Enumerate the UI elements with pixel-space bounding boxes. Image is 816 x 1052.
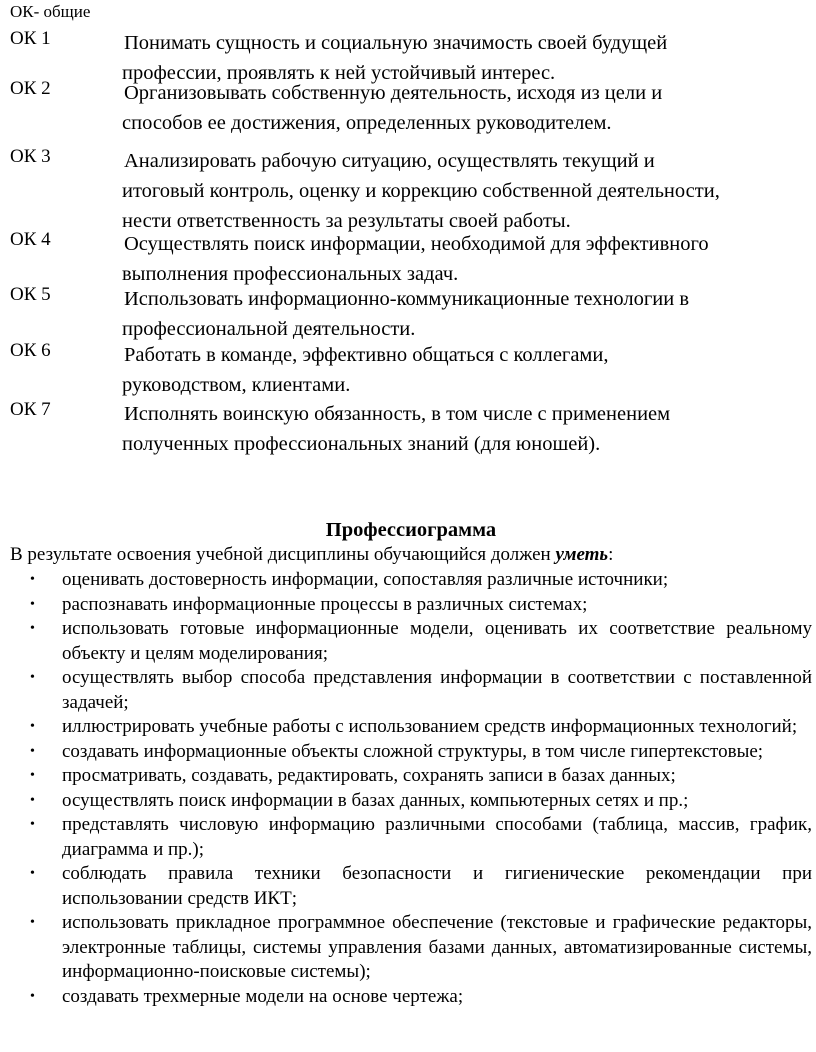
bullet-icon: • — [30, 817, 35, 832]
section-title: Профессиограмма — [325, 519, 497, 541]
ok-description — [122, 78, 812, 138]
ok-line: руководством, клиентами. — [122, 374, 351, 396]
ok-description — [122, 284, 812, 344]
ok-line: полученных профессиональных знаний (для юношей). — [122, 433, 601, 455]
ok-header: ОК- общие — [10, 2, 91, 21]
intro-colon: : — [608, 544, 614, 565]
ok-line: нести ответственность за результаты своей работы. — [122, 210, 571, 232]
list-item — [0, 764, 816, 789]
bullet-icon: • — [30, 988, 35, 1004]
bullet-icon: • — [30, 768, 35, 783]
ok-code: ОК 2 — [10, 78, 51, 99]
ok-code: ОК 5 — [10, 284, 51, 305]
bullet-icon: • — [30, 621, 35, 636]
bullet-icon: • — [30, 670, 35, 685]
list-item — [0, 666, 816, 715]
intro-text: В результате освоения учебной дисциплины обучающийся должен — [10, 544, 556, 565]
bullet-icon: • — [30, 743, 35, 759]
ok-code: ОК 3 — [10, 146, 51, 167]
ok-line: способов ее достижения, определенных руководителем. — [122, 112, 612, 134]
list-item — [0, 715, 816, 740]
bullet-icon: • — [30, 792, 35, 808]
list-item-text: соблюдать правила техники безопасности и гигиенические рекомендации при использовании средств ИКТ; — [62, 863, 812, 909]
intro-emphasis: уметь — [555, 544, 609, 565]
ok-line: Исполнять воинскую обязанность, в том числе с применением — [124, 403, 671, 425]
ok-line: Анализировать рабочую ситуацию, осуществлять текущий и — [124, 150, 655, 172]
list-item-text: создавать трехмерные модели на основе чертежа; — [62, 985, 464, 1007]
bullet-icon: • — [30, 915, 35, 930]
list-item-text: просматривать, создавать, редактировать, сохранять записи в базах данных; — [62, 765, 676, 786]
ok-description — [122, 340, 812, 400]
list-item-text: оценивать достоверность информации, сопоставляя различные источники; — [62, 569, 669, 590]
list-item-text: иллюстрировать учебные работы с использованием средств информационных технологий; — [62, 716, 798, 737]
list-item — [0, 740, 816, 765]
ok-line: профессиональной деятельности. — [122, 318, 416, 340]
intro-paragraph — [10, 543, 613, 567]
ok-line: Осуществлять поиск информации, необходимой для эффективного — [124, 233, 709, 255]
list-item — [0, 568, 816, 593]
ok-description — [122, 399, 812, 459]
list-item — [0, 985, 816, 1010]
bullet-icon: • — [30, 866, 35, 881]
list-item-text: осуществлять поиск информации в базах данных, компьютерных сетях и пр.; — [62, 789, 689, 811]
skills-list — [0, 568, 816, 1009]
list-item-text: представлять числовую информацию различными способами (таблица, массив, график, диаграмма и пр.); — [62, 814, 812, 860]
bullet-icon: • — [30, 596, 35, 612]
list-item — [0, 789, 816, 814]
list-item — [0, 862, 816, 911]
ok-description — [122, 146, 812, 236]
list-item-text: осуществлять выбор способа представления информации в соответствии с поставленной задачей; — [62, 667, 812, 713]
list-item — [0, 911, 816, 985]
ok-code: ОК 7 — [10, 399, 51, 420]
list-item-text: использовать прикладное программное обеспечение (текстовые и графические редакторы, электронные таблицы, системы управления базами данных, автоматизированные системы, информационно-поисковые системы); — [62, 912, 812, 982]
ok-line: Использовать информационно-коммуникационные технологии в — [124, 288, 690, 310]
ok-line: выполнения профессиональных задач. — [122, 263, 459, 285]
list-item — [0, 593, 816, 618]
ok-line: итоговый контроль, оценку и коррекцию собственной деятельности, — [122, 180, 720, 202]
ok-code: ОК 4 — [10, 229, 51, 250]
ok-line: Работать в команде, эффективно общаться с коллегами, — [124, 344, 609, 366]
list-item-text: распознавать информационные процессы в различных системах; — [62, 593, 588, 615]
list-item-text: создавать информационные объекты сложной структуры, в том числе гипертекстовые; — [62, 740, 764, 762]
ok-code: ОК 6 — [10, 340, 51, 361]
bullet-icon: • — [30, 719, 35, 734]
list-item — [0, 617, 816, 666]
bullet-icon: • — [30, 572, 35, 587]
ok-line: Организовывать собственную деятельность, исходя из цели и — [124, 82, 663, 104]
list-item-text: использовать готовые информационные модели, оценивать их соответствие реальному объекту и целям моделирования; — [62, 618, 812, 664]
ok-code: ОК 1 — [10, 28, 51, 49]
list-item — [0, 813, 816, 862]
ok-line: Понимать сущность и социальную значимость своей будущей — [124, 32, 668, 54]
ok-line: профессии, проявлять к ней устойчивый интерес. — [122, 62, 556, 84]
ok-description — [122, 229, 812, 289]
